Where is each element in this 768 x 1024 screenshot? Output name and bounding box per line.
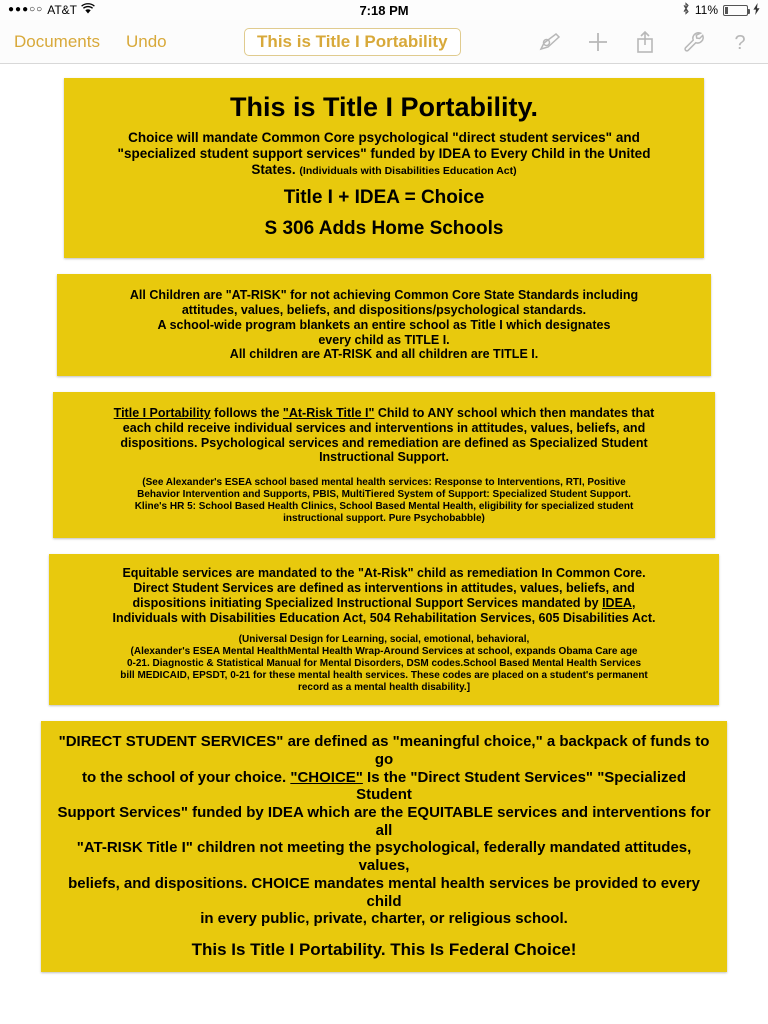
doc-block-5-line-2a: to the school of your choice.	[81, 768, 291, 786]
doc-block-4-line-3-tail: ,	[631, 595, 636, 610]
doc-block-1-line-1: Choice will mandate Common Core psychological "direct student services" and	[128, 129, 640, 145]
doc-block-4-note-3: 0-21. Diagnostic & Statistical Manual for Mental Disorders, DSM codes.School Based Mental Health Services	[126, 657, 642, 669]
doc-block-3-line-4: Instructional Support.	[319, 450, 449, 465]
status-bar-left	[8, 3, 359, 17]
doc-block-5-line-5: beliefs, and dispositions. CHOICE mandates mental health services be provided to every child	[68, 874, 700, 910]
choice-link[interactable]: "CHOICE"	[290, 768, 363, 786]
doc-block-5-line-4: "AT-RISK Title I" children not meeting the psychological, federally mandated attitudes, values,	[76, 839, 692, 875]
doc-main-title: This is Title I Portability.	[229, 92, 539, 122]
toolbar-right-group	[538, 30, 754, 54]
doc-block-3-note-4: instructional support. Pure Psychobabble)	[283, 512, 485, 524]
doc-block-2-line-1: All Children are "AT-RISK" for not achieving Common Core State Standards including	[129, 288, 639, 303]
app-toolbar	[0, 20, 768, 64]
doc-block-3-note-3: Kline's HR 5: School Based Health Clinics, School Based Mental Health, eligibility for specialized student	[134, 500, 634, 512]
signal-strength-icon: ●●●○○	[8, 4, 44, 15]
share-icon[interactable]	[634, 30, 658, 54]
doc-block-direct-student-services	[41, 721, 727, 972]
doc-block-4-line-2: Direct Student Services are defined as interventions in attitudes, values, beliefs, and	[133, 581, 635, 596]
doc-block-2-line-5: All children are AT-RISK and all children are TITLE I.	[229, 347, 539, 362]
annotate-pen-icon[interactable]	[538, 30, 562, 54]
undo-button[interactable]: Undo	[125, 31, 167, 51]
doc-block-5-line-1: "DIRECT STUDENT SERVICES" are defined as "meaningful choice," a backpack of funds to go	[58, 733, 710, 769]
doc-block-5-closing: This Is Title I Portability. This Is Federal Choice!	[191, 939, 577, 959]
doc-block-title	[64, 78, 704, 258]
toolbar-left-group	[14, 32, 167, 52]
doc-block-4-note-1: (Universal Design for Learning, social, emotional, behavioral,	[238, 634, 530, 646]
doc-block-5-line-6: in every public, private, charter, or religious school.	[200, 910, 568, 928]
toolbar-center-group	[167, 28, 538, 56]
lightning-bolt-icon	[753, 3, 760, 18]
doc-subline: S 306 Adds Home Schools	[264, 218, 504, 240]
document-canvas[interactable]	[0, 64, 768, 1024]
doc-block-3-note-2: Behavior Intervention and Supports, PBIS, MultiTiered System of Support: Specialized Student Support.	[137, 488, 631, 500]
documents-button[interactable]: Documents	[14, 31, 100, 51]
idea-link[interactable]: IDEA	[602, 595, 632, 610]
doc-block-2-line-4: every child as TITLE I.	[318, 332, 450, 347]
bluetooth-icon	[682, 2, 690, 18]
svg-text:?: ?	[734, 31, 746, 54]
status-bar	[0, 0, 768, 20]
doc-block-5-line-3: Support Services" funded by IDEA which are the EQUITABLE services and interventions for all	[57, 804, 711, 839]
doc-block-5-line-2b: Is the "Direct Student Services" "Specialized Student	[356, 768, 687, 804]
doc-block-4-line-4: Individuals with Disabilities Education Act, 504 Rehabilitation Services, 605 Disabilities Act.	[112, 610, 656, 625]
doc-block-1-line-3	[80, 162, 688, 178]
doc-block-4-note-5: record as a mental health disability.]	[297, 681, 471, 693]
doc-block-4-note-2: (Alexander's ESEA Mental HealthMental Health Wrap-Around Services at school, expands Obama Care age	[130, 646, 638, 658]
doc-block-3-note-1: (See Alexander's ESEA school based mental health services: Response to Interventions, RTI, Positive	[142, 477, 626, 489]
doc-block-5-line-2	[55, 769, 713, 804]
help-question-icon[interactable]	[730, 30, 754, 54]
doc-block-4-line-1: Equitable services are mandated to the "At-Risk" child as remediation In Common Core.	[122, 566, 646, 581]
doc-block-4-line-3-text: dispositions initiating Specialized Instructional Support Services mandated by	[132, 595, 603, 610]
doc-block-3-lead-d: Child to ANY school which then mandates that	[374, 406, 655, 421]
battery-icon	[723, 5, 748, 16]
carrier-label: AT&T	[47, 3, 77, 17]
doc-block-2-line-2: attitudes, values, beliefs, and dispositions/psychological standards.	[181, 303, 587, 318]
clock: 7:18 PM	[359, 2, 409, 18]
doc-block-3-line-2: each child receive individual services and interventions in attitudes, values, beliefs, and	[122, 420, 646, 435]
wifi-icon	[81, 3, 95, 17]
doc-block-at-risk	[57, 274, 711, 376]
doc-block-equitable	[49, 554, 719, 705]
doc-block-4-line-3	[63, 596, 705, 611]
plus-icon[interactable]	[586, 30, 610, 54]
doc-block-1-line-2: "specialized student support services" funded by IDEA to Every Child in the United	[117, 145, 651, 161]
doc-block-2-line-3: A school-wide program blankets an entire school as Title I which designates	[157, 317, 611, 332]
wrench-icon[interactable]	[682, 30, 706, 54]
doc-block-3-line-1	[69, 406, 699, 421]
doc-block-3-lead-b: follows the	[210, 406, 283, 421]
doc-block-1-line-3-text: States.	[251, 161, 296, 177]
title-i-portability-link[interactable]: Title I Portability	[113, 406, 211, 421]
status-bar-right	[409, 2, 760, 18]
document-title-field[interactable]: This is Title I Portability	[244, 28, 461, 56]
at-risk-title-i-link[interactable]: "At-Risk Title I"	[282, 406, 375, 421]
battery-percent-label: 11%	[694, 3, 719, 17]
doc-block-1-paren: (Individuals with Disabilities Education Act)	[299, 164, 517, 177]
doc-block-portability	[53, 392, 715, 538]
doc-block-4-note-4: bill MEDICAID, EPSDT, 0-21 for these mental health services. These codes are placed on a student's permanent	[120, 669, 648, 681]
doc-block-3-line-3: dispositions. Psychological services and remediation are defined as Specialized Student	[120, 435, 648, 450]
doc-equation: Title I + IDEA = Choice	[283, 186, 485, 208]
